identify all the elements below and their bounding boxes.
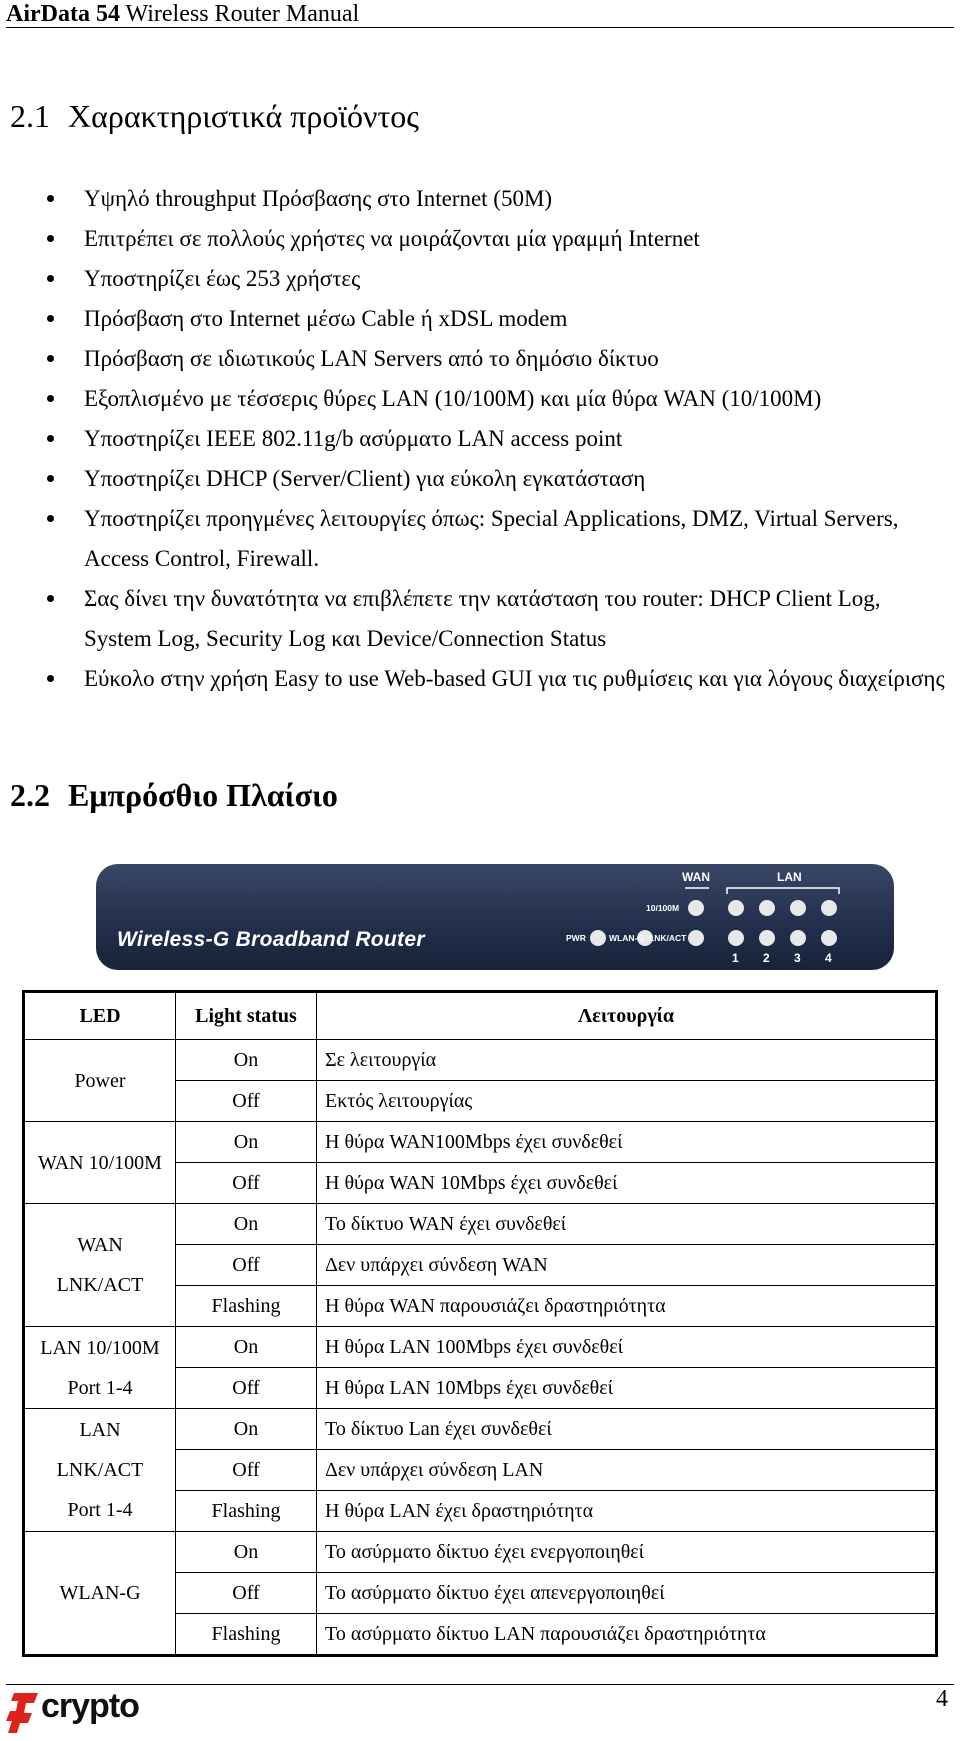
led-name-cell [24,1122,176,1204]
feature-item: Υψηλό throughput Πρόσβασης στο Internet (50M) [0,179,960,219]
section-number: 2.2 [10,777,50,813]
light-status-cell: Flashing [176,1614,317,1656]
led-name-line: WAN 10/100M [38,1151,162,1174]
section-title: Εμπρόσθιο Πλαίσιο [68,777,338,813]
header-function: Λειτουργία [317,992,937,1040]
section-heading-features [10,96,419,136]
light-status-cell: Flashing [176,1286,317,1327]
light-status-cell: On [176,1532,317,1573]
function-cell: Η θύρα LAN 10Mbps έχει συνδεθεί [317,1368,937,1409]
led-name-line: Port 1-4 [67,1499,133,1521]
lan2-speed-led [759,900,775,916]
function-cell: Το δίκτυο Lan έχει συνδεθεί [317,1409,937,1450]
lan-label: LAN [777,870,802,884]
led-name-cell [24,1532,176,1656]
header-title-bold: AirData 54 [6,1,120,27]
lan4-activity-led [821,930,837,946]
feature-item: Υποστηρίζει έως 253 χρήστες [0,259,960,299]
led-name-line: LNK/ACT [56,1459,144,1481]
crypto-logo-text: crypto [41,1687,139,1725]
function-cell: Το ασύρματο δίκτυο έχει απενεργοποιηθεί [317,1573,937,1614]
led-name-line: LAN 10/100M [40,1336,160,1359]
wan-speed-led [688,900,704,916]
port-4-label: 4 [825,951,832,965]
light-status-cell: Off [176,1163,317,1204]
section-title: Χαρακτηριστικά προϊόντος [68,98,419,134]
table-row [24,1040,937,1081]
led-name-line: WAN [77,1234,123,1256]
feature-item: Υποστηρίζει προηγμένες λειτουργίες όπως: Special Applications, DMZ, Virtual Servers, Access Control, Firewall. [0,499,960,579]
header-title-rest: Wireless Router Manual [119,1,360,27]
lan3-activity-led [790,930,806,946]
router-body [96,864,894,970]
table-row [24,1409,937,1450]
function-cell: Εκτός λειτουργίας [317,1081,937,1122]
light-status-cell: Off [176,1573,317,1614]
function-cell: Η θύρα WAN παρουσιάζει δραστηριότητα [317,1286,937,1327]
light-status-cell: Flashing [176,1491,317,1532]
function-cell: Δεν υπάρχει σύνδεση LAN [317,1450,937,1491]
function-cell: Η θύρα LAN έχει δραστηριότητα [317,1491,937,1532]
port-1-label: 1 [732,951,739,965]
light-status-cell: Off [176,1245,317,1286]
lan1-speed-led [728,900,744,916]
light-status-cell: On [176,1409,317,1450]
function-cell: Το ασύρματο δίκτυο LAN παρουσιάζει δραστηριότητα [317,1614,937,1656]
function-cell: Το ασύρματο δίκτυο έχει ενεργοποιηθεί [317,1532,937,1573]
router-panel-graphic [95,862,895,972]
page-number: 4 [936,1686,948,1712]
router-model-label: Wireless-G Broadband Router [117,928,425,951]
section-number: 2.1 [10,98,50,134]
table-row [24,1327,937,1368]
feature-item: Πρόσβαση σε ιδιωτικούς LAN Servers από το δημόσιο δίκτυο [0,339,960,379]
led-status-table [22,990,938,1657]
footer-divider [6,1684,954,1685]
wan-label: WAN [682,870,710,884]
table-header-row [24,992,937,1040]
led-name-cell [24,1327,176,1409]
feature-item: Εύκολο στην χρήση Easy to use Web-based GUI για τις ρυθμίσεις και για λόγους διαχείρισης [0,659,960,699]
function-cell: Η θύρα WAN100Mbps έχει συνδεθεί [317,1122,937,1163]
light-status-cell: Off [176,1081,317,1122]
light-status-cell: On [176,1327,317,1368]
header-light-status: Light status [176,992,317,1040]
table-row [24,1532,937,1573]
light-status-cell: Off [176,1450,317,1491]
light-status-cell: On [176,1204,317,1245]
led-name-cell [24,1204,176,1327]
table-row [24,1122,937,1163]
function-cell: Το δίκτυο WAN έχει συνδεθεί [317,1204,937,1245]
header-divider [6,27,954,28]
document-header-title [6,0,359,28]
pwr-label: PWR [566,933,586,943]
header-led: LED [24,992,176,1040]
lan4-speed-led [821,900,837,916]
light-status-cell: Off [176,1368,317,1409]
feature-item: Επιτρέπει σε πολλούς χρήστες να μοιράζονται μία γραμμή Internet [0,219,960,259]
wan-activity-led [688,930,704,946]
function-cell: Σε λειτουργία [317,1040,937,1081]
port-2-label: 2 [763,951,770,965]
led-name-line: LNK/ACT [56,1274,144,1296]
router-front-panel-image [95,862,895,972]
function-cell: Δεν υπάρχει σύνδεση WAN [317,1245,937,1286]
feature-item: Υποστηρίζει DHCP (Server/Client) για εύκολη εγκατάσταση [0,459,960,499]
feature-list [0,179,960,699]
led-name-cell [24,1040,176,1122]
feature-item: Πρόσβαση στο Internet μέσω Cable ή xDSL modem [0,299,960,339]
power-led [590,930,606,946]
led-name-line: Port 1-4 [67,1376,133,1399]
lan2-activity-led [759,930,775,946]
wlan-label: WLAN-G [609,933,644,943]
feature-item: Σας δίνει την δυνατότητα να επιβλέπετε την κατάσταση του router: DHCP Client Log, System Log, Security Log και Device/Connection Status [0,579,960,659]
table-row [24,1204,937,1245]
lan1-activity-led [728,930,744,946]
function-cell: Η θύρα LAN 100Mbps έχει συνδεθεί [317,1327,937,1368]
port-3-label: 3 [794,951,801,965]
led-name-line: LAN [79,1419,121,1441]
feature-item: Εξοπλισμένο με τέσσερις θύρες LAN (10/100M) και μία θύρα WAN (10/100M) [0,379,960,419]
led-name-line: WLAN-G [59,1582,141,1604]
lnk-act-label: LNK/ACT [649,933,687,943]
led-name-line: Power [74,1069,126,1092]
light-status-cell: On [176,1040,317,1081]
function-cell: Η θύρα WAN 10Mbps έχει συνδεθεί [317,1163,937,1204]
speed-label: 10/100M [646,903,680,913]
light-status-cell: On [176,1122,317,1163]
section-heading-front-panel [10,775,338,815]
lan3-speed-led [790,900,806,916]
feature-item: Υποστηρίζει IEEE 802.11g/b ασύρματο LAN access point [0,419,960,459]
led-name-cell [24,1409,176,1532]
